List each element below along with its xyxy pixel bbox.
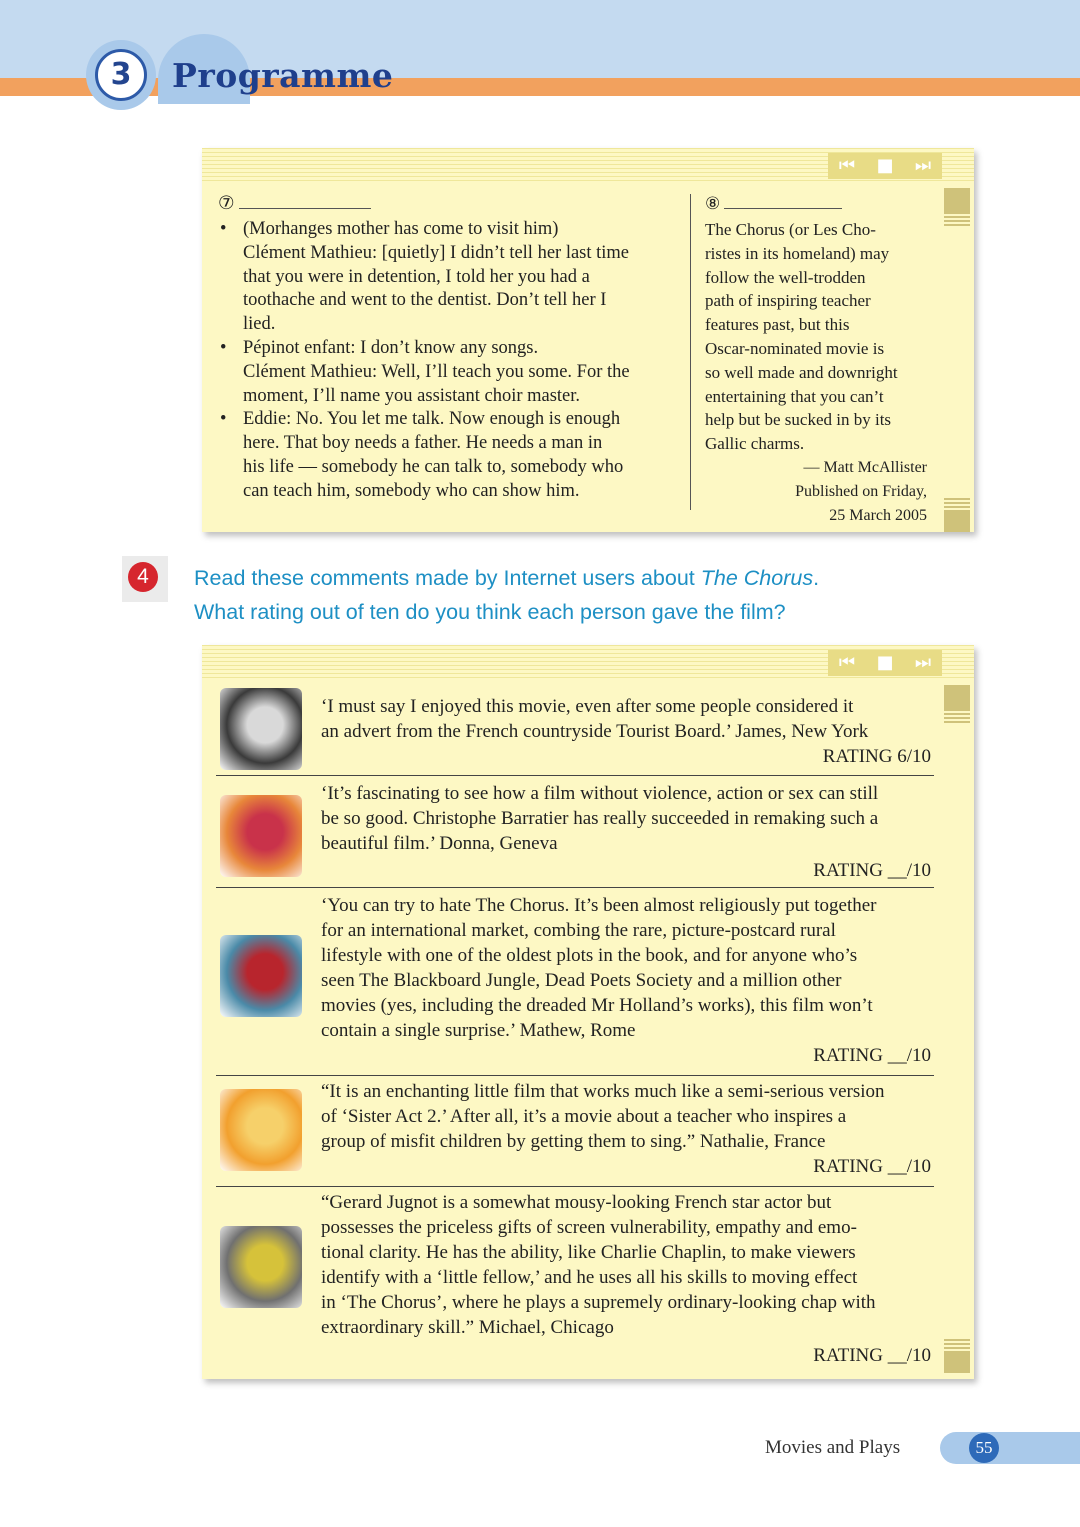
dialogue-item: • (Morhanges mother has come to visit him) Clément Mathieu: [quietly] I didn’t tell her last time that you were in detention, I told her you had a toothache and went to the dentist. Don’t tell her I lied. <box>218 218 684 337</box>
rating-label: RATING __/10 <box>813 1045 931 1066</box>
next-icon[interactable]: ⏭ <box>914 155 932 176</box>
scrollbar[interactable] <box>944 184 970 528</box>
user-avatar <box>220 688 302 770</box>
comment-item <box>216 1188 934 1373</box>
scrollbar-grip-top <box>944 713 970 723</box>
user-avatar <box>220 795 302 877</box>
unit-number: 3 <box>95 49 147 101</box>
rating-label: RATING __/10 <box>813 1156 931 1177</box>
rating-label: RATING __/10 <box>813 860 931 881</box>
comment-item <box>216 1077 934 1187</box>
comment-text: ‘You can try to hate The Chorus. It’s been almost religiously put together for an international market, combing the rare, picture-postcard rural lifestyle with one of the oldest plots in the book, and for anyone who’s seen The Blackboard Jungle, Dead Poets Society and a million other movies (yes, including the dreaded Mr Holland’s works), this film won’t contain a single surprise.’ Mathew, Rome RATING __/10 <box>321 895 931 1066</box>
section-7-number: ⑦ <box>218 194 235 214</box>
stop-icon[interactable]: ■ <box>876 155 894 176</box>
dialogue-item: • Eddie: No. You let me talk. Now enough is enough here. That boy needs a father. He needs a man in his life — somebody he can talk to, somebody who can teach him, somebody who can show him. <box>218 408 684 503</box>
rating-label: RATING 6/10 <box>822 746 931 767</box>
player-controls <box>828 650 942 676</box>
comment-item <box>216 777 934 888</box>
scrollbar-down[interactable] <box>944 1351 970 1373</box>
dialogue-item: • Pépinot enfant: I don’t know any songs. Clément Mathieu: Well, I’ll teach you some. For the moment, I’ll name you assistant choir master. <box>218 337 684 408</box>
user-avatar <box>220 1226 302 1308</box>
scrollbar-down[interactable] <box>944 510 970 532</box>
player-controls <box>828 153 942 179</box>
section-8-number: ⑧ <box>705 194 721 213</box>
unit-badge <box>86 40 156 110</box>
unit-title: Programme <box>172 56 394 95</box>
stop-icon[interactable]: ■ <box>876 652 894 673</box>
scrollbar-grip-bottom <box>944 1339 970 1349</box>
footer-bar <box>940 1432 1080 1464</box>
task-instructions: Read these comments made by Internet users about The Chorus. What rating out of ten do you think each person gave the film? <box>194 566 820 624</box>
comment-text: “Gerard Jugnot is a somewhat mousy-looking French star actor but possesses the priceless gifts of screen vulnerability, empathy and emo- tional clarity. He has the ability, like Charlie Chaplin, to make viewers identify with a ‘little fellow,’ and he uses all his skills to moving effect in ‘The Chorus’, where he plays a supremely ordinary-looking chap with extraordinary skill.” Michael, Chicago RATING __/10 <box>321 1192 931 1366</box>
task-number: 4 <box>128 562 158 592</box>
answer-blank-7[interactable] <box>239 192 371 209</box>
comment-text: ‘It’s fascinating to see how a film without violence, action or sex can still be so good. Christophe Barratier has really succeeded in remaking such a beautiful film.’ Donna, Geneva RATING __/10 <box>321 783 931 881</box>
scrollbar-up[interactable] <box>944 188 970 214</box>
scrollbar-up[interactable] <box>944 685 970 711</box>
comment-text: “It is an enchanting little film that works much like a semi-serious version of ‘Sister Act 2.’ After all, it’s a movie about a teacher who inspires a group of misfit children by getting them to sing.” Nathalie, France RATING __/10 <box>321 1081 931 1177</box>
review-text: The Chorus (or Les Cho- ristes in its homeland) may follow the well-trodden path of inspiring teacher features past, but this Oscar-nominated movie is so well made and downright entertaining that you can’t help but be sucked in by its Gallic charms. <box>705 220 898 454</box>
answer-blank-8[interactable] <box>724 192 842 209</box>
comment-item <box>216 688 934 776</box>
prev-icon[interactable]: ⏮ <box>838 652 856 673</box>
scrollbar-grip-bottom <box>944 498 970 508</box>
section-7 <box>218 192 684 504</box>
next-icon[interactable]: ⏭ <box>914 652 932 673</box>
comment-text: ‘I must say I enjoyed this movie, even after some people considered it an advert from the French countryside Tourist Board.’ James, New York RATING 6/10 <box>321 696 931 767</box>
scrollbar-grip-top <box>944 216 970 226</box>
review-author: — Matt McAllister <box>803 458 927 476</box>
user-avatar <box>220 1089 302 1171</box>
user-avatar <box>220 935 302 1017</box>
scrollbar[interactable] <box>944 681 970 1375</box>
prev-icon[interactable]: ⏮ <box>838 155 856 176</box>
rating-label: RATING __/10 <box>813 1345 931 1366</box>
column-divider <box>690 194 691 510</box>
review-date: 25 March 2005 <box>829 506 927 524</box>
film-title: The Chorus <box>700 566 814 590</box>
review-published: Published on Friday, <box>795 482 927 500</box>
task-badge <box>122 556 168 602</box>
page-number: 55 <box>969 1433 999 1463</box>
comment-item <box>216 889 934 1076</box>
section-8 <box>705 192 927 527</box>
footer-section: Movies and Plays <box>765 1437 901 1458</box>
